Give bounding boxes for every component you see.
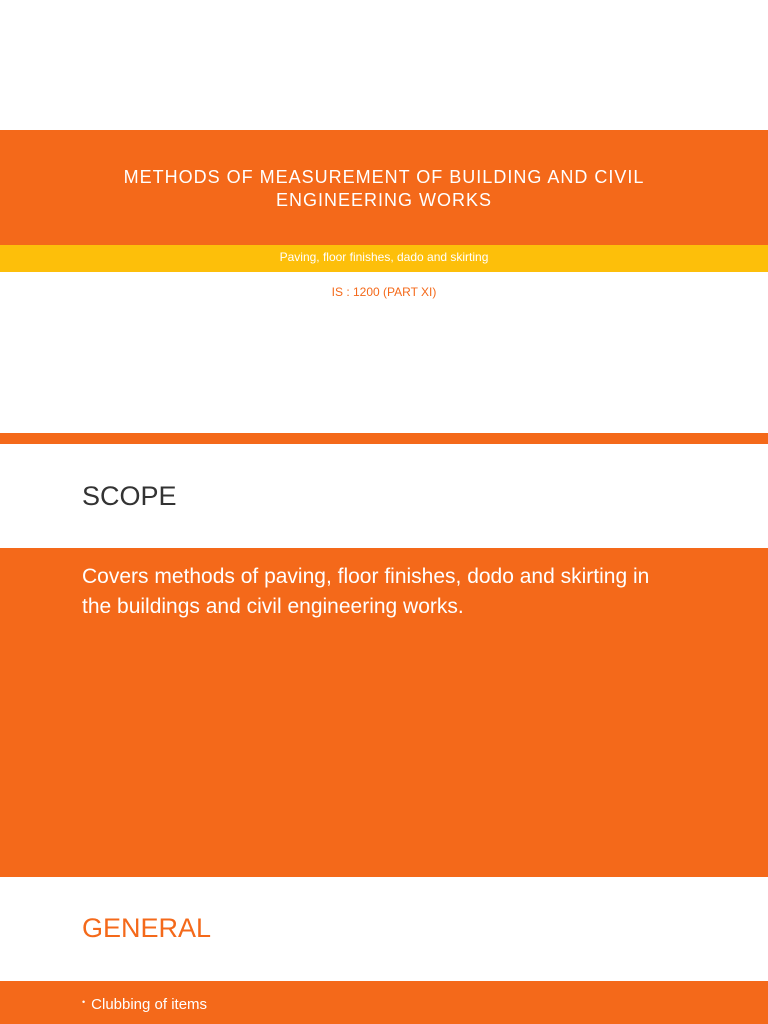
general-body	[0, 981, 768, 1024]
general-slide	[0, 877, 768, 1024]
slide-divider	[0, 433, 768, 444]
slide-divider	[0, 866, 768, 877]
scope-slide	[0, 444, 768, 866]
title-slide	[0, 0, 768, 433]
title-band	[0, 130, 768, 245]
page-title: METHODS OF MEASUREMENT OF BUILDING AND CIVIL ENGINEERING WORKS	[123, 167, 645, 210]
list-item-label: Clubbing of items	[91, 996, 208, 1013]
subtitle: Paving, floor finishes, dado and skirting	[279, 250, 489, 264]
general-header	[0, 877, 768, 981]
scope-text: Covers methods of paving, floor finishes, dodo and skirting in the buildings and civil engineering works.	[82, 565, 650, 618]
standard-code: IS : 1200 (PART XI)	[331, 285, 437, 299]
scope-heading: SCOPE	[82, 481, 177, 511]
scope-body	[0, 548, 768, 866]
subtitle-band	[0, 245, 768, 272]
list-item	[82, 996, 207, 1013]
general-heading: GENERAL	[82, 913, 212, 943]
bullet-icon: •	[82, 997, 86, 1007]
scope-header	[0, 444, 768, 548]
